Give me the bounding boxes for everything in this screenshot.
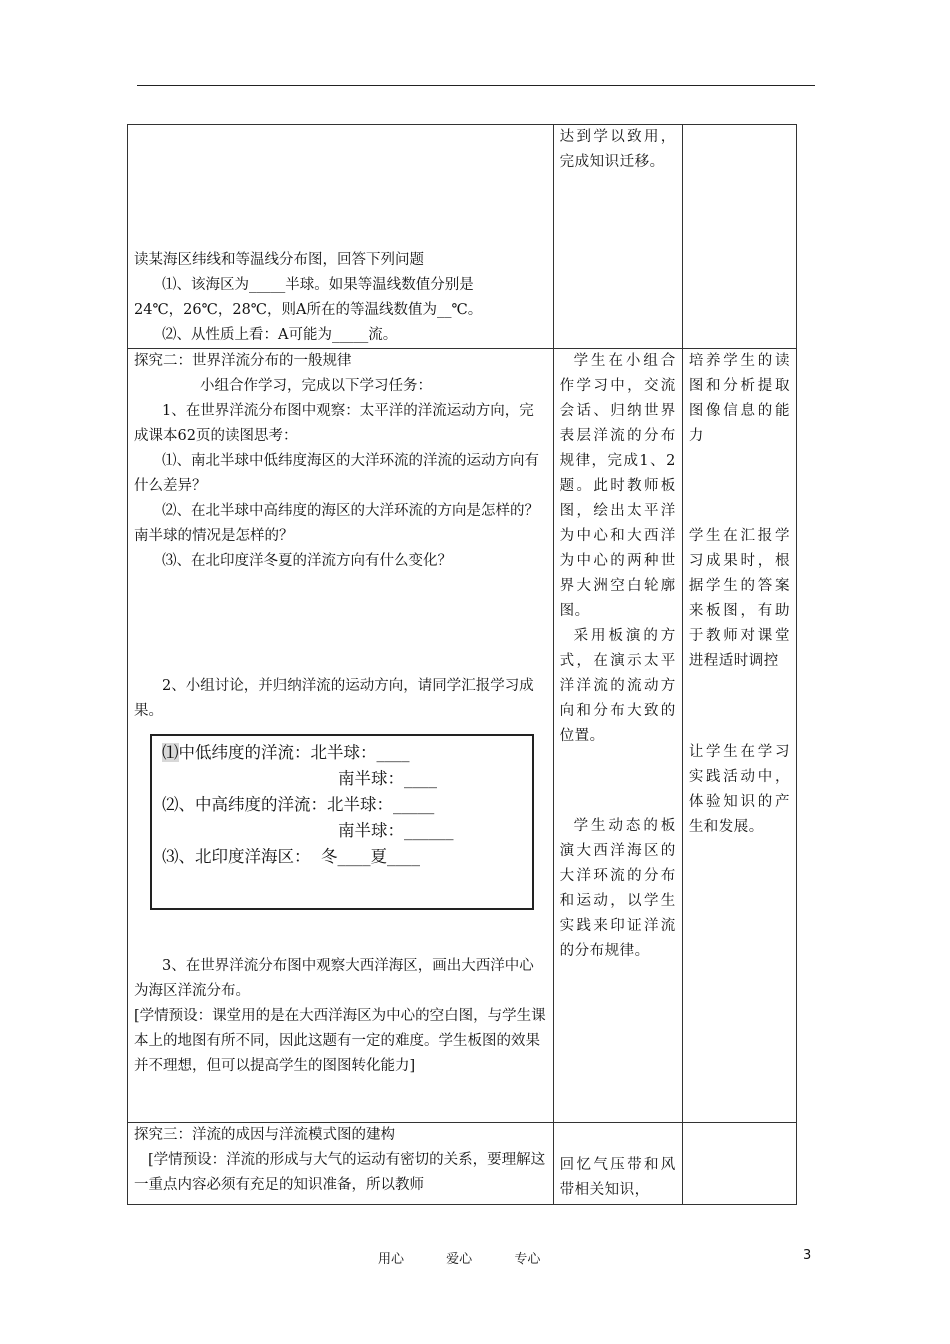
task-2: 2、小组讨论，并归纳洋流的运动方向，请同学汇报学习成果。 bbox=[134, 678, 534, 719]
question-line: ⑵、从性质上看：A可能为_____流。 bbox=[162, 327, 398, 343]
table-row bbox=[128, 349, 797, 1123]
purpose-cell bbox=[682, 349, 796, 1123]
activity-text: 学生动态的板演大西洋海区的大洋环流的分布和运动，以学生实践来印证洋流的分布规律。 bbox=[559, 818, 676, 959]
section-subtitle: 小组合作学习，完成以下学习任务： bbox=[200, 378, 432, 394]
box-line: 南半球：______ bbox=[338, 821, 454, 840]
activity-cell bbox=[553, 349, 682, 1123]
table-row bbox=[128, 125, 797, 349]
task-1b: ⑵、在北半球中高纬度的海区的大洋环流的方向是怎样的？南半球的情况是怎样的？ bbox=[134, 503, 539, 544]
task-1: 1、在世界洋流分布图中观察：太平洋的洋流运动方向，完成课本62页的读图思考： bbox=[134, 403, 534, 444]
header-rule bbox=[137, 85, 815, 86]
task-1c: ⑶、在北印度洋冬夏的洋流方向有什么变化？ bbox=[162, 553, 452, 569]
content-cell bbox=[128, 125, 554, 349]
question-line: 24℃，26℃，28℃，则A所在的等温线数值为__℃。 bbox=[134, 302, 483, 318]
activity-text: 采用板演的方式，在演示太平洋洋流的流动方向和分布大致的位置。 bbox=[559, 628, 676, 744]
footer-item: 用心 bbox=[378, 1252, 405, 1267]
section-title: 探究三：洋流的成因与洋流模式图的建构 bbox=[134, 1127, 395, 1143]
purpose-text: 学生在汇报学习成果时，根据学生的答案来板图，有助于教师对课堂进程适时调控 bbox=[688, 528, 790, 669]
activity-text: 回忆气压带和风带相关知识， bbox=[559, 1157, 676, 1198]
box-line: ⑶、北印度洋海区： 冬____夏____ bbox=[162, 847, 420, 866]
content-cell bbox=[128, 349, 554, 1123]
footer-item: 专心 bbox=[514, 1252, 541, 1267]
purpose-text: 让学生在学习实践活动中，体验知识的产生和发展。 bbox=[688, 744, 790, 835]
page-number: 3 bbox=[803, 1248, 812, 1263]
footer-item: 爱心 bbox=[446, 1252, 473, 1267]
question-intro: 读某海区纬线和等温线分布图，回答下列问题 bbox=[134, 252, 424, 268]
activity-cell bbox=[553, 125, 682, 349]
box-line: 中低纬度的洋流：北半球：____ bbox=[178, 743, 410, 762]
activity-text: 学生在小组合作学习中，交流会话、归纳世界表层洋流的分布规律，完成1、2题。此时教师板图，绘出太平洋为中心和大西洋为中心的两种世界大洲空白轮廓图。 bbox=[559, 353, 676, 619]
purpose-cell bbox=[682, 125, 796, 349]
question-line: ⑴、该海区为_____半球。如果等温线数值分别是 bbox=[162, 277, 474, 293]
highlight-mark: ⑴ bbox=[162, 743, 179, 762]
task-3: 3、在世界洋流分布图中观察大西洋海区，画出大西洋中心为海区洋流分布。 bbox=[134, 958, 534, 999]
teaching-note: [学情预设：课堂用的是在大西洋海区为中心的空白图，与学生课本上的地图有所不同，因此这题有一定的难度。学生板图的效果并不理想，但可以提高学生的图图转化能力] bbox=[134, 1008, 546, 1074]
box-line: 南半球：____ bbox=[338, 769, 437, 788]
table-row bbox=[128, 1123, 797, 1205]
content-cell bbox=[128, 1123, 554, 1205]
teaching-note: [学情预设：洋流的形成与大气的运动有密切的关系，要理解这一重点内容必须有充足的知识准备，所以教师 bbox=[134, 1152, 546, 1193]
task-1a: ⑴、南北半球中低纬度海区的大洋环流的洋流的运动方向有什么差异？ bbox=[134, 453, 539, 494]
activity-text: 达到学以致用，完成知识迁移。 bbox=[559, 129, 676, 170]
purpose-text: 培养学生的读图和分析提取图像信息的能力 bbox=[688, 353, 790, 444]
footer-slogan bbox=[378, 1248, 578, 1267]
activity-cell bbox=[553, 1123, 682, 1205]
section-title: 探究二：世界洋流分布的一般规律 bbox=[134, 353, 352, 369]
purpose-cell bbox=[682, 1123, 796, 1205]
lesson-table bbox=[127, 124, 797, 1205]
answer-box bbox=[150, 734, 534, 910]
box-line: ⑵、中高纬度的洋流：北半球：_____ bbox=[162, 795, 435, 814]
